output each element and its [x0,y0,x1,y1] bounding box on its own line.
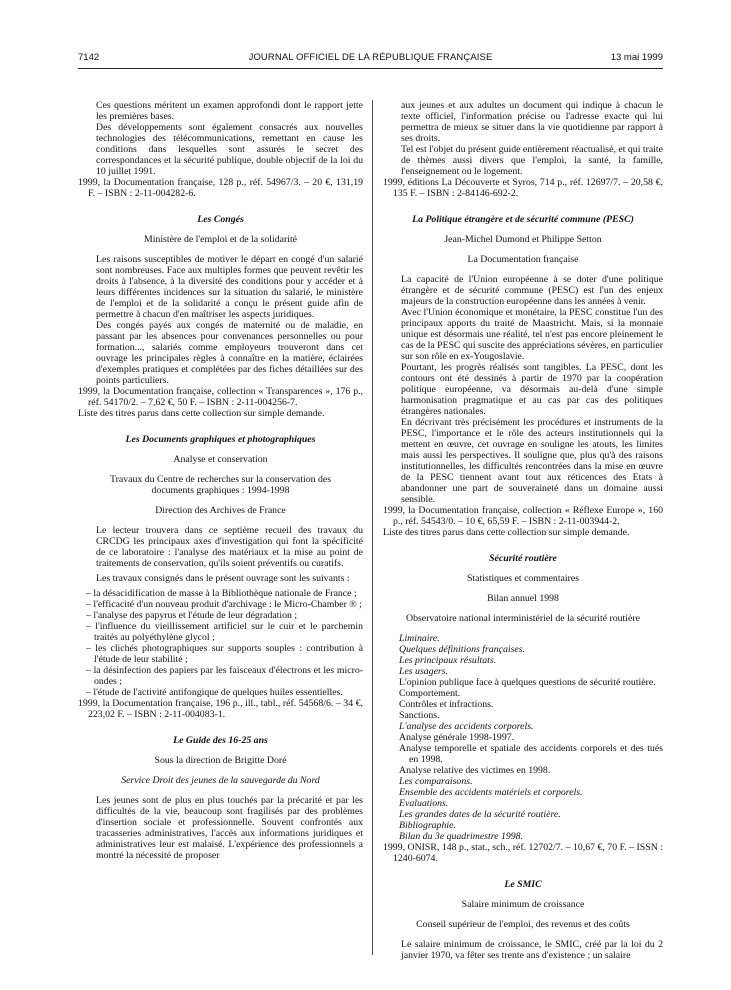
toc-entry: Liminaire. [399,633,440,644]
toc-entry: Analyse temporelle et spatiale des accidents corporels et des tués en 1998. [399,743,663,765]
intro-paragraph: Des développements sont également consacrés aux nouvelles technologies des télécommunications, remettant en cause les conditions dans lesquelles sont assurés le secret des correspondances et la sécurité publique, double objectif de la loi du 10 juillet 1991. [96,122,363,177]
list-item: – l'influence du vieillissement artificiel sur le cuir et le parchemin traités au polyéthylène glycol ; [86,621,363,643]
page-number: 7142 [78,52,100,63]
toc-entry: Bibliographie. [399,820,456,831]
column-divider [372,100,373,955]
section-author: Jean-Michel Dumond et Philippe Setton [444,234,602,245]
collection-note: Liste des titres parus dans cette collection sur simple demande. [78,408,325,419]
toc-entry: Bilan du 3e quadrimestre 1998. [399,831,523,842]
toc-entry: Sanctions. [399,710,440,721]
left-column [78,100,363,861]
body-paragraph: Le lecteur trouvera dans ce septième recueil des travaux du CRCDG les principaux axes d'investigation qui font la spécificité de ce laboratoire : l'analyse des matériaux et la mise au point de traitements de conservation, qu'ils soient préventifs ou curatifs. [96,525,363,569]
toc-entry: Les principaux résultats. [399,655,497,666]
toc-entry: L'opinion publique face à quelques questions de sécurité routière. [399,677,656,688]
intro-paragraph: Ces questions méritent un examen approfondi dont le rapport jette les premières bases. [96,100,363,122]
section-title-smic: Le SMIC [504,879,542,890]
body-paragraph: Tel est l'objet du présent guide entièrement réactualisé, et qui traite de thèmes aussi divers que l'emploi, la santé, la famille, l'enseignement ou le logement. [401,144,663,177]
toc-entry: Quelques définitions françaises. [399,644,525,655]
section-title-conges: Les Congés [197,214,244,225]
section-subtitle: Salaire minimum de croissance [461,899,585,910]
body-paragraph: aux jeunes et aux adultes un document qui indique à chacun le texte officiel, l'information précise ou l'adresse exacte qui lui permettra de mieux se situer dans la vie quotidienne par rapport à ses droits. [401,100,663,144]
body-paragraph: Les jeunes sont de plus en plus touchés par la précarité et par les difficultés de la vie, beaucoup sont fragilisés par des problèmes d'insertion sociale et professionnelle. Souvent confrontés aux tracasseries administratives, l'accès aux informations juridiques et administratives leur est malaisé. L'expérience des professionnels a montré la nécessité de proposer [96,795,363,861]
body-paragraph: Des congés payés aux congés de maternité ou de maladie, en passant par les absences pour convenances personnelles ou pour formation..., salariés comme employeurs trouveront dans cet ouvrage les principales règles à connaître en la matière, éclairées d'exemples pratiques et complétées par des fiches détaillées sur des points particuliers. [96,320,363,386]
body-paragraph: Les raisons susceptibles de motiver le départ en congé d'un salarié sont nombreuses. Face aux multiples formes que peuvent revêtir les droits à l'absence, à la diversité des conditions pour y accéder et à leurs différentes incidences sur la situation du salarié, le ministère de l'emploi et de la solidarité a conçu le présent guide afin de permettre à chacun d'en maîtriser les aspects juridiques. [96,254,363,320]
section-publisher: La Documentation française [467,254,579,265]
body-paragraph: En décrivant très précisément les procédures et instruments de la PESC, l'importance et le rôle des acteurs institutionnels qui la mettent en œuvre, cet ouvrage en souligne les atouts, les limites mais aussi les perspectives. Il souligne que, plus qu'à des raisons institutionnelles, les difficultés rencontrées dans la mise en œuvre de la PESC tiennent avant tout aux réticences des Etats à abandonner une part de souveraineté dans un domaine aussi sensible. [401,417,663,505]
section-edition: Bilan annuel 1998 [487,593,559,604]
publication-reference: 1999, ONISR, 148 p., stat., sch., réf. 12702/7. – 10,67 €, 70 F. – ISSN : 1240-6074. [383,842,663,864]
section-author: Conseil supérieur de l'emploi, des revenus et des coûts [416,919,630,930]
toc-entry: L'analyse des accidents corporels. [399,721,534,732]
journal-title: JOURNAL OFFICIEL DE LA RÉPUBLIQUE FRANÇAISE [248,52,493,63]
toc-entry: Analyse relative des victimes en 1998. [399,765,551,776]
toc-entry: Contrôles et infractions. [399,699,494,710]
section-title-securite: Sécurité routière [489,553,557,564]
toc-entry: Les usagers. [399,666,448,677]
header-rule [78,68,663,69]
list-item: – la désacidification de masse à la Bibliothèque nationale de France ; [86,588,357,599]
section-title-guide: Le Guide des 16-25 ans [173,735,268,746]
section-title-documents: Les Documents graphiques et photographiques [125,434,316,445]
page-header [78,52,663,66]
body-paragraph: Pourtant, les progrès réalisés sont tangibles. La PESC, dont les contours ont été dessinés à partir de 1970 par la coopération politique européenne, va désormais au-delà d'une simple harmonisation pragmatique et au cas par cas des politiques étrangères nationales. [401,362,663,417]
toc-entry: Comportement. [399,688,461,699]
issue-date: 13 mai 1999 [610,52,663,63]
table-of-contents [383,633,663,842]
publication-reference: 1999, la Documentation française, collection « Réflexe Europe », 160 p., réf. 54543/0. – 10 €, 65,59 F. – ISBN : 2-11-003944-2. [383,505,663,527]
toc-entry: Ensemble des accidents matériels et corporels. [399,787,583,798]
body-paragraph: Les travaux consignés dans le présent ouvrage sont les suivants : [96,573,350,584]
toc-entry: Evaluations. [399,798,449,809]
publication-reference: 1999, la Documentation française, 196 p., ill., tabl., réf. 54568/6. – 34 €, 223,02 F. – ISBN : 2-11-004083-1. [78,698,363,720]
section-works-title: Travaux du Centre de recherches sur la conservation des documents graphiques : 1994-1998 [109,474,332,496]
section-author: Sous la direction de Brigitte Doré [154,755,287,766]
list-item: – les clichés photographiques sur supports souples : contribution à l'étude de leur stabilité ; [86,643,363,665]
body-paragraph: Le salaire minimum de croissance, le SMIC, créé par la loi du 2 janvier 1970, va fêter ses trente ans d'existence ; un salaire [401,939,663,961]
section-subtitle: Analyse et conservation [173,454,268,465]
toc-entry: Les grandes dates de la sécurité routière. [399,809,561,820]
list-item: – l'analyse des papyrus et l'étude de leur dégradation ; [86,610,298,621]
list-item: – l'étude de l'activité antifongique de quelques huiles essentielles. [86,687,343,698]
section-author: Direction des Archives de France [155,505,286,516]
publication-reference: 1999, éditions La Découverte et Syros, 714 p., réf. 12697/7. – 20,58 €, 135 F. – ISBN : 2-84146-692-2. [383,177,663,199]
section-title-pesc: La Politique étrangère et de sécurité commune (PESC) [412,214,634,225]
publication-reference: 1999, la Documentation française, collection « Transparences », 176 p., réf. 54170/2. – 7,62 €, 50 F. – ISBN : 2-11-004256-7. [78,386,363,408]
publication-reference: 1999, la Documentation française, 128 p., réf. 54967/3. – 20 €, 131,19 F. – ISBN : 2-11-004282-6. [78,177,363,199]
body-paragraph: Avec l'Union économique et monétaire, la PESC constitue l'un des principaux apports du traité de Maastricht. Mais, si la monnaie unique est désormais une réalité, tel n'est pas encore pleinement le cas de la PESC qui suscite des appréciations sévères, en particulier sur son rôle en ex-Yougoslavie. [401,307,663,362]
toc-entry: Les comparaisons. [399,776,473,787]
collection-note: Liste des titres parus dans cette collection sur simple demande. [383,527,630,538]
list-item: – l'efficacité d'un nouveau produit d'archivage : le Micro-Chamber ® ; [86,599,362,610]
section-subtitle: Statistiques et commentaires [466,573,580,584]
section-author: Ministère de l'emploi et de la solidarité [143,234,298,245]
section-service: Service Droit des jeunes de la sauvegarde du Nord [121,775,320,786]
right-column [383,100,663,961]
section-author: Observatoire national interministériel de la sécurité routière [406,613,640,624]
toc-entry: Analyse générale 1998-1997. [399,732,515,743]
body-paragraph: La capacité de l'Union européenne à se doter d'une politique étrangère et de sécurité commune (PESC) est l'un des enjeux majeurs de la construction européenne dans les années à venir. [401,274,663,307]
list-item: – la désinfection des papiers par les faisceaux d'électrons et les micro-ondes ; [86,665,363,687]
